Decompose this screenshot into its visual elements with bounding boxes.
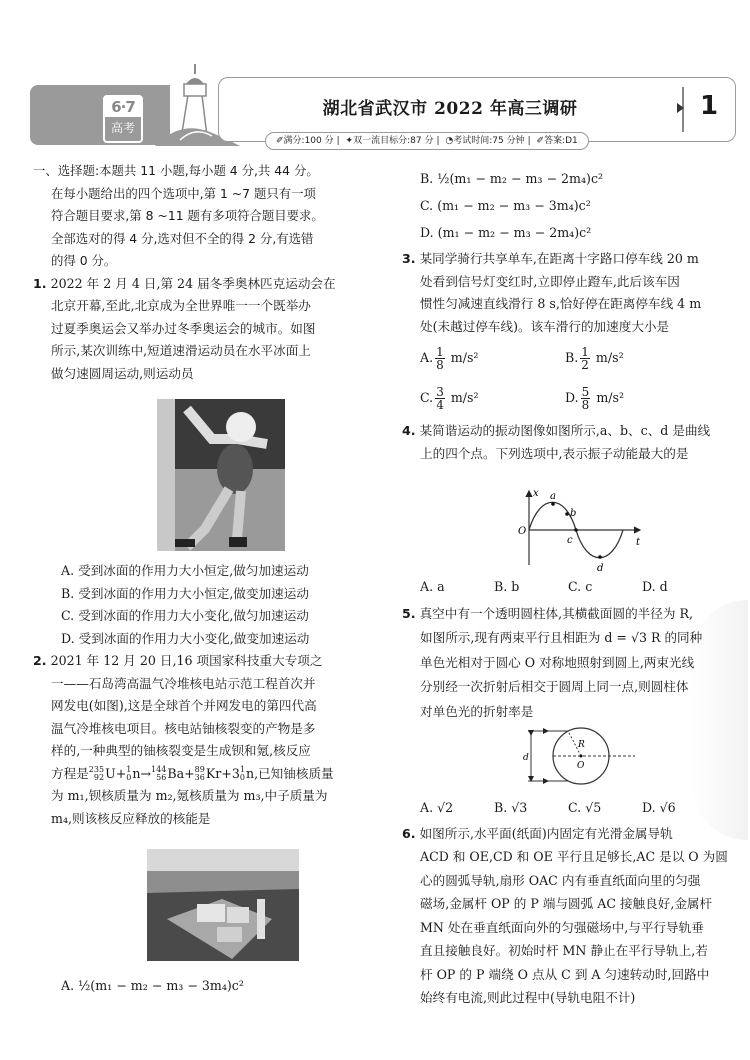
section-line: 在每小题给出的四个选项中,第 1 ~7 题只有一项 (51, 185, 316, 201)
point-b (565, 512, 569, 516)
option-d (565, 386, 624, 411)
clock-icon: ◔ (445, 136, 454, 146)
numerator: 3 (436, 384, 444, 399)
exam-time: 考试时间:75 分钟 (453, 136, 525, 146)
label-b: b (570, 508, 577, 519)
target-icon: ✦ (345, 136, 354, 146)
label-d: d (523, 753, 529, 763)
option-d: D. (m₁ − m₂ − m₃ − 2m₄)c² (420, 225, 592, 240)
option-c: C. 受到冰面的作用力大小变化,做匀加速运动 (61, 608, 309, 623)
question-text: 惯性匀减速直线滑行 8 s,恰好停在距离停车线 4 m (420, 296, 702, 311)
atomic-number: 0 (239, 773, 245, 782)
arrow-right-icon (677, 103, 684, 113)
mass-number: 1 (239, 765, 245, 774)
question-number: 5. (402, 605, 416, 621)
coefficient: 3 (231, 765, 240, 781)
question-6 (402, 822, 742, 1010)
question-text: 2022 年 2 月 4 日,第 24 届冬季奥林匹克运动会在 (50, 275, 336, 291)
point-d (598, 555, 602, 559)
target-score: 双一流目标分:87 分 (353, 136, 434, 146)
option-c: C. c (568, 579, 593, 594)
q4-options (402, 576, 742, 599)
option-c: C. (m₁ − m₂ − m₃ − 3m₄)c² (420, 198, 591, 213)
option-label: D. (565, 389, 579, 405)
t-label: t (636, 537, 641, 548)
refraction-diagram (520, 725, 650, 790)
question-text: 温气冷堆核电项目。核电站铀核裂变的产物是多 (51, 720, 316, 736)
question-1 (33, 273, 388, 386)
question-text: 网发电(如图),这是全球首个并网发电的第四代高 (51, 698, 317, 713)
center-point (580, 755, 583, 758)
question-text: 杆 OP 的 P 端绕 O 点从 C 到 A 匀速转动时,回路中 (420, 966, 710, 982)
nuclear-plant-photo (147, 849, 299, 961)
full-score: 满分:100 分 (283, 136, 334, 146)
numerator: 1 (436, 344, 444, 359)
question-text: 为 m₁,钡核质量为 m₂,氪核质量为 m₃,中子质量为 (51, 788, 328, 803)
page-number: 1 (700, 91, 719, 121)
option-a: A. ½(m₁ − m₂ − m₃ − 3m₄)c² (61, 978, 244, 993)
point-a (551, 502, 555, 506)
label-d: d (597, 563, 604, 574)
question-number: 3. (402, 251, 416, 266)
question-text: m₄,则该核反应释放的核能是 (51, 810, 211, 826)
question-2 (33, 650, 388, 830)
atomic-number: 92 (93, 773, 105, 782)
shm-graph (510, 485, 650, 580)
question-5 (402, 602, 742, 725)
logo-number: 6·7 (105, 97, 141, 117)
question-text: 处(未越过停车线)。该车滑行的加速度大小是 (420, 318, 670, 334)
logo-text: 高考 (110, 121, 135, 135)
answer-code: 答案:D1 (544, 136, 578, 146)
section-heading-title: 一、选择题:本题共 11 小题,每小题 4 分,共 44 分。 (33, 163, 319, 178)
atomic-number: 0 (126, 773, 132, 782)
q5-options (402, 797, 742, 820)
question-text: 某简谐运动的振动图像如图所示,a、b、c、d 是曲线 (419, 423, 711, 438)
page-title: 湖北省武汉市 2022 年高三调研 (322, 99, 578, 119)
question-text: 真空中有一个透明圆柱体,其横截面圆的半径为 R, (419, 605, 693, 621)
question-number: 6. (402, 825, 416, 841)
exam-info-bar: ✐满分:100 分 | ✦双一流目标分:87 分 | ◔考试时间:75 分钟 | ✐答案:D1 (265, 132, 589, 150)
question-text: 磁场,金属杆 OP 的 P 端与圆弧 AC 接触良好,金属杆 (420, 896, 713, 911)
question-text: 心的圆弧导轨,扇形 OAC 内有垂直纸面向里的匀强 (420, 872, 701, 888)
option-b: B. √3 (494, 800, 528, 815)
beam-arrow-icon (543, 778, 549, 784)
question-text: 某同学骑行共享单车,在距离十字路口停车线 20 m (419, 251, 699, 266)
element-symbol: U (105, 765, 116, 781)
question-text: 始终有电流,则此过程中(导轨电阻不计) (420, 990, 636, 1005)
score-icon: ✐ (276, 136, 284, 146)
mass-number: 235 (88, 765, 105, 774)
mass-number: 144 (151, 765, 167, 774)
numerator: 5 (581, 384, 590, 399)
option-c: C. √5 (568, 800, 602, 815)
question-text: 做匀速圆周运动,则运动员 (51, 365, 194, 381)
denominator: 8 (581, 397, 590, 412)
question-text: 北京开幕,至此,北京成为全世界唯一一个既举办 (51, 298, 311, 313)
question-4 (402, 420, 742, 465)
question-text: 直且接触良好。初始时杆 MN 静止在平行导轨上,若 (420, 943, 708, 958)
numerator: 1 (581, 344, 589, 359)
option-label: B. (565, 349, 579, 365)
question-number: 4. (402, 423, 416, 438)
element-symbol: Ba (167, 765, 185, 781)
question-text: 所示,某次训练中,短道速滑运动员在水平冰面上 (51, 343, 311, 358)
beam-arrow-icon (543, 728, 549, 734)
question-text: 2021 年 12 月 20 日,16 项国家科技重大专项之 (50, 653, 323, 668)
label-a: a (550, 491, 556, 502)
question-text: 如图所示,现有两束平行且相距为 d = √3 R 的同种 (420, 630, 703, 645)
point-c (574, 528, 578, 532)
question-number: 1. (33, 275, 47, 291)
option-a: A. 受到冰面的作用力大小恒定,做匀加速运动 (61, 563, 309, 578)
element-symbol: n (132, 765, 141, 781)
question-3 (402, 248, 742, 418)
option-a (420, 346, 565, 371)
label-c: c (567, 535, 573, 546)
question-text: MN 处在垂直纸面向外的匀强磁场中,与平行导轨垂 (420, 919, 704, 935)
nuclear-equation: 方程是 235 92 U+ 1 0 n→ 144 56 Ba+ 89 36 Kr+3 1 0 n,已知铀核质量 (51, 765, 334, 782)
option-b: B. b (494, 579, 520, 594)
option-b: B. ½(m₁ − m₂ − m₃ − 2m₄)c² (420, 171, 604, 186)
logo (103, 95, 143, 143)
option-label: C. (420, 389, 434, 405)
question-text: 对单色光的折射率是 (420, 703, 534, 719)
unit: m/s² (450, 349, 479, 365)
mass-number: 1 (126, 765, 132, 774)
denominator: 2 (581, 357, 589, 372)
atomic-number: 36 (194, 773, 205, 782)
option-d: D. 受到冰面的作用力大小变化,做变加速运动 (61, 630, 310, 646)
label-o: O (577, 761, 585, 771)
x-label: x (533, 488, 539, 499)
options-row (402, 338, 742, 378)
question-text: 处看到信号灯变红时,立即停止蹬车,此后该车因 (420, 273, 680, 289)
question-text: 过夏季奥运会又举办过冬季奥运会的城市。如图 (51, 320, 316, 336)
question-text: 上的四个点。下列选项中,表示振子动能最大的是 (420, 445, 689, 461)
label-r: R (578, 740, 585, 750)
section-line: 的得 0 分。 (51, 253, 117, 268)
option-d: D. √6 (642, 800, 676, 815)
section-line: 符合题目要求,第 8 ~11 题有多项符合题目要求。 (51, 208, 324, 223)
denominator: 8 (436, 357, 444, 372)
answer-icon: ✐ (536, 136, 545, 146)
section-heading (33, 160, 388, 273)
section-line: 全部选对的得 4 分,选对但不全的得 2 分,有选错 (51, 230, 314, 246)
options-row (402, 378, 742, 418)
option-b (565, 346, 624, 371)
option-label: A. (420, 349, 434, 365)
equation-prefix: 方程是 (51, 765, 89, 781)
denominator: 4 (436, 397, 444, 412)
unit: m/s² (596, 389, 625, 405)
unit: m/s² (595, 349, 624, 365)
question-text: 一——石岛湾高温气冷堆核电站示范工程首次并 (51, 675, 316, 691)
option-b: B. 受到冰面的作用力大小恒定,做变加速运动 (61, 585, 309, 601)
option-c (420, 386, 565, 411)
question-text: 分别经一次折射后相交于圆周上同一点,则圆柱体 (420, 679, 689, 694)
question-text: 样的,一种典型的铀核裂变是生成钡和氪,核反应 (51, 743, 311, 758)
atomic-number: 56 (156, 773, 167, 782)
question-text: 如图所示,水平面(纸面)内固定有光滑金属导轨 (419, 825, 673, 841)
element-symbol: Kr (205, 765, 222, 781)
speed-skater-photo (157, 399, 285, 551)
origin-label: O (518, 526, 527, 537)
unit: m/s² (450, 389, 479, 405)
option-a: A. a (420, 579, 445, 594)
element-symbol: n (245, 765, 255, 781)
option-a: A. √2 (420, 800, 454, 815)
question-text: ACD 和 OE,CD 和 OE 平行且足够长,AC 是以 O 为圆 (420, 849, 728, 864)
equation-suffix: ,已知铀核质量 (254, 765, 334, 781)
header-left-band (30, 85, 170, 145)
question-text: 单色光相对于圆心 O 对称地照射到圆上,两束光线 (420, 654, 695, 670)
option-d: D. d (642, 579, 668, 594)
question-number: 2. (33, 653, 47, 668)
mass-number: 89 (194, 765, 205, 774)
